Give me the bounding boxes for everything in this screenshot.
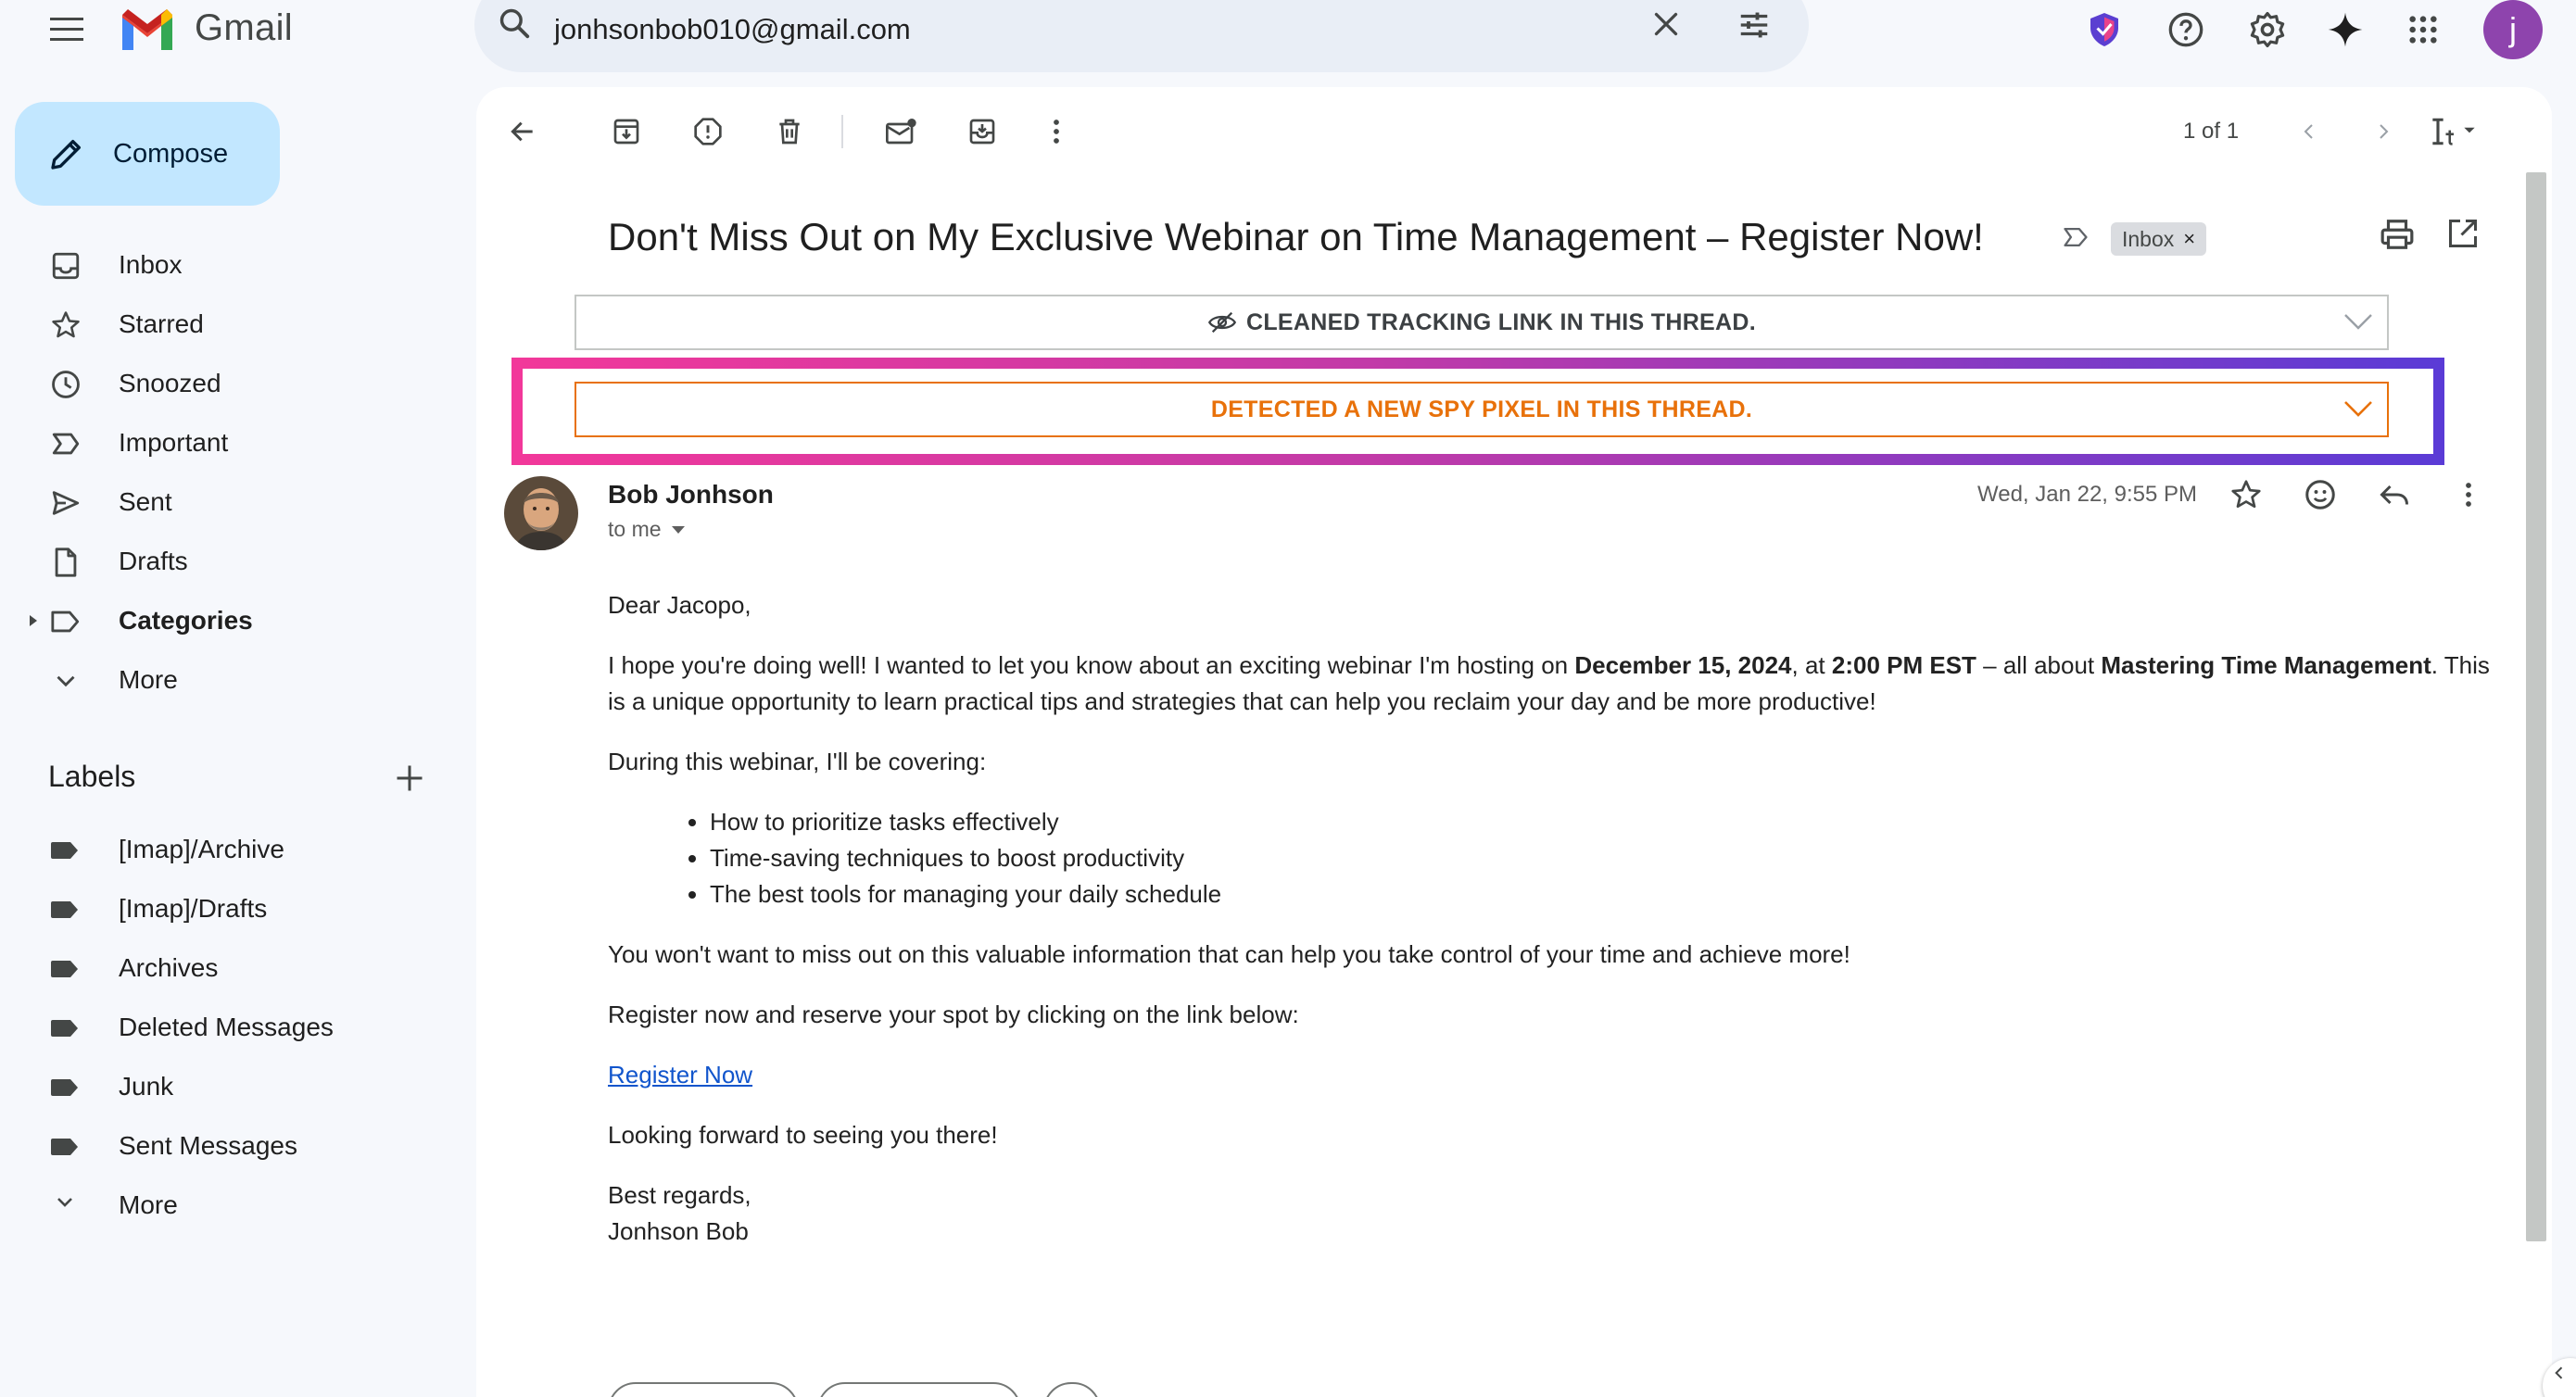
emoji-icon xyxy=(2304,478,2337,511)
sidebar-item-sent[interactable] xyxy=(0,472,463,532)
gmail-m-icon xyxy=(119,6,176,50)
search-input[interactable]: jonhsonbob010@gmail.com xyxy=(554,13,911,45)
label-item-deleted-messages[interactable] xyxy=(0,998,463,1057)
message-more-button[interactable] xyxy=(2448,474,2489,515)
star-icon xyxy=(50,309,82,341)
sidebar-item-inbox[interactable] xyxy=(0,235,463,295)
gear-icon xyxy=(2248,10,2287,49)
body-paragraph-2: During this webinar, I'll be covering: xyxy=(608,748,987,775)
label-name: Deleted Messages xyxy=(119,1013,334,1041)
signature-block xyxy=(608,1177,2498,1250)
support-button[interactable] xyxy=(2163,6,2209,53)
signoff: Best regards, xyxy=(608,1181,751,1209)
gemini-button[interactable] xyxy=(2322,6,2368,53)
chevron-down-icon xyxy=(50,1194,80,1215)
more-vert-icon xyxy=(2464,481,2473,509)
chevron-down-icon xyxy=(50,665,82,697)
label-outline-icon xyxy=(50,606,82,637)
labels-heading: Labels xyxy=(48,760,136,793)
shield-icon xyxy=(2088,11,2121,48)
message-date: Wed, Jan 22, 9:55 PM xyxy=(1977,482,2198,507)
chip-label: Inbox xyxy=(2122,226,2175,251)
apps-grid-icon xyxy=(2407,14,2439,45)
back-button[interactable] xyxy=(502,111,543,152)
sidebar-item-starred[interactable] xyxy=(0,295,463,354)
app-name: Gmail xyxy=(195,6,293,48)
sidebar-item-categories[interactable] xyxy=(0,591,463,650)
list-item: • How to prioritize tasks effectively xyxy=(710,804,2498,840)
report-spam-button[interactable] xyxy=(688,111,728,152)
extension-shield-button[interactable] xyxy=(2081,6,2128,53)
compose-label: Compose xyxy=(113,138,229,169)
open-in-new-icon[interactable] xyxy=(2446,217,2480,250)
pager-count: 1 of 1 xyxy=(2183,119,2240,144)
print-icon[interactable] xyxy=(2380,217,2415,252)
filter-options-icon[interactable] xyxy=(1736,7,1772,43)
list-item: • The best tools for managing your daily schedule xyxy=(710,876,2498,912)
add-reaction-button[interactable] xyxy=(2300,474,2341,515)
cleaned-tracking-banner[interactable] xyxy=(575,295,2389,350)
label-tag-icon xyxy=(50,900,80,920)
sidebar-item-label: Inbox xyxy=(119,250,183,279)
chevron-left-icon xyxy=(2550,1364,2569,1382)
label-name: Sent Messages xyxy=(119,1131,297,1160)
send-icon xyxy=(50,487,82,519)
sender-portrait-icon xyxy=(504,476,578,550)
important-marker-icon xyxy=(50,428,82,459)
move-to-icon xyxy=(967,117,997,146)
sender-name[interactable]: Bob Jonhson xyxy=(608,480,774,509)
account-avatar[interactable] xyxy=(2483,0,2543,59)
spy-pixel-banner[interactable] xyxy=(575,382,2389,437)
sidebar-nav xyxy=(0,235,463,710)
caret-down-icon[interactable] xyxy=(671,525,686,535)
chevron-down-icon[interactable] xyxy=(2342,311,2374,332)
trash-icon xyxy=(775,117,804,146)
mark-unread-icon xyxy=(884,117,917,146)
label-item-imap-drafts[interactable] xyxy=(0,879,463,938)
recipient-line[interactable] xyxy=(608,517,686,542)
text-run: I hope you're doing well! I wanted to let you know about an exciting webinar I'm hosting on xyxy=(608,651,1575,679)
hamburger-icon xyxy=(50,18,83,42)
avatar-initial: j xyxy=(2509,10,2517,48)
older-button[interactable] xyxy=(2363,111,2404,152)
top-bar xyxy=(0,0,2576,61)
sparkle-icon xyxy=(2327,11,2364,48)
label-item-sent-messages[interactable] xyxy=(0,1116,463,1176)
snooze-button[interactable] xyxy=(962,111,1003,152)
apps-button[interactable] xyxy=(2400,6,2446,53)
webinar-date: December 15, 2024 xyxy=(1574,651,1792,679)
body-paragraph-5: Looking forward to seeing you there! xyxy=(608,1121,998,1149)
webinar-topic: Mastering Time Management xyxy=(2101,651,2431,679)
sidebar-item-label: Starred xyxy=(119,309,204,338)
label-item-imap-archive[interactable] xyxy=(0,820,463,879)
draft-file-icon xyxy=(50,547,82,578)
scrollbar-thumb[interactable] xyxy=(2526,172,2546,1241)
inbox-label-chip xyxy=(2111,222,2206,256)
label-tag-icon xyxy=(50,1018,80,1038)
plus-icon[interactable] xyxy=(393,761,426,795)
text-run: , at xyxy=(1791,651,1832,679)
label-tag-icon xyxy=(50,840,80,861)
forward-pill-button[interactable] xyxy=(817,1382,1021,1397)
spy-pixel-text: DETECTED A NEW SPY PIXEL IN THIS THREAD. xyxy=(1210,396,1753,422)
help-icon xyxy=(2167,11,2204,48)
delete-button[interactable] xyxy=(769,111,810,152)
remove-label-icon[interactable]: × xyxy=(2183,227,2196,250)
email-subject: Don't Miss Out on My Exclusive Webinar on Time Management – Register Now! xyxy=(608,215,1984,258)
sidebar-item-label: Important xyxy=(119,428,229,457)
compose-button[interactable] xyxy=(15,102,280,206)
cleaned-tracking-text: CLEANED TRACKING LINK IN THIS THREAD. xyxy=(1246,308,1756,335)
message-toolbar xyxy=(476,87,2552,176)
label-tag-icon xyxy=(50,1137,80,1157)
sidebar-item-label: Snoozed xyxy=(119,369,221,397)
sidebar-item-label: Categories xyxy=(119,606,253,635)
sidebar-item-snoozed[interactable] xyxy=(0,354,463,413)
chevron-down-icon[interactable] xyxy=(2342,398,2374,419)
sender-avatar[interactable] xyxy=(504,476,578,550)
search-bar[interactable] xyxy=(474,0,1809,72)
labels-list xyxy=(0,820,463,1235)
gmail-logo[interactable] xyxy=(119,6,293,50)
label-name: More xyxy=(119,1190,178,1219)
star-icon xyxy=(2229,478,2263,511)
signature-name: Jonhson Bob xyxy=(608,1217,749,1245)
caret-right-icon[interactable] xyxy=(28,613,39,628)
reply-icon xyxy=(2378,478,2411,511)
input-tools-icon xyxy=(2423,116,2484,147)
webinar-time: 2:00 PM EST xyxy=(1831,651,1976,679)
label-tag-icon xyxy=(50,959,80,979)
input-tools-button[interactable] xyxy=(2417,111,2491,152)
label-tag-icon xyxy=(50,1077,80,1098)
label-name: Archives xyxy=(119,953,219,982)
greeting: Dear Jacopo, xyxy=(608,591,751,619)
reply-button[interactable] xyxy=(2374,474,2415,515)
label-name: [Imap]/Archive xyxy=(119,835,284,863)
search-icon[interactable] xyxy=(497,6,532,41)
label-item-more[interactable] xyxy=(0,1176,463,1235)
register-link-paragraph xyxy=(608,1057,2498,1093)
close-icon[interactable] xyxy=(1649,7,1683,41)
star-button[interactable] xyxy=(2226,474,2267,515)
chevron-left-icon xyxy=(2298,119,2320,145)
message-view xyxy=(476,87,2552,1397)
more-options-button[interactable] xyxy=(1036,111,1077,152)
archive-button[interactable] xyxy=(606,111,647,152)
importance-marker-icon[interactable] xyxy=(2061,224,2090,250)
report-icon xyxy=(693,117,723,146)
pencil-icon xyxy=(48,135,85,172)
message-body xyxy=(608,587,2498,1274)
label-item-archives[interactable] xyxy=(0,938,463,998)
sidebar-item-drafts[interactable] xyxy=(0,532,463,591)
toolbar-divider xyxy=(841,115,843,148)
body-paragraph-3: You won't want to miss out on this valuable information that can help you take control of your time and achieve more! xyxy=(608,940,1850,968)
sidebar-item-important[interactable] xyxy=(0,413,463,472)
sidebar-item-label: More xyxy=(119,665,178,694)
sidebar-item-more[interactable] xyxy=(0,650,463,710)
clock-icon xyxy=(50,369,82,400)
more-vert-icon xyxy=(1052,118,1061,145)
label-name: [Imap]/Drafts xyxy=(119,894,268,923)
text-run: . This is a unique opportunity to learn practical tips and strategies that can help you reclaim your day and be more productive! xyxy=(608,651,2490,715)
archive-icon xyxy=(612,117,641,146)
topics-list xyxy=(710,804,2498,912)
label-item-junk[interactable] xyxy=(0,1057,463,1116)
label-name: Junk xyxy=(119,1072,174,1101)
newer-button[interactable] xyxy=(2289,111,2330,152)
emoji-pill-button[interactable] xyxy=(1043,1382,1101,1397)
main-menu-button[interactable] xyxy=(44,7,89,52)
arrow-left-icon xyxy=(508,117,537,146)
list-item: • Time-saving techniques to boost productivity xyxy=(710,840,2498,876)
text-run: – all about xyxy=(1976,651,2102,679)
inbox-icon xyxy=(50,250,82,282)
sidebar-item-label: Sent xyxy=(119,487,172,516)
sidebar-item-label: Drafts xyxy=(119,547,188,575)
register-now-link[interactable]: Register Now xyxy=(608,1061,753,1089)
body-paragraph-1 xyxy=(608,648,2498,720)
recipient-text: to me xyxy=(608,517,662,541)
body-paragraph-4: Register now and reserve your spot by clicking on the link below: xyxy=(608,1001,1299,1028)
eye-off-icon xyxy=(1207,311,1237,334)
settings-button[interactable] xyxy=(2244,6,2291,53)
reply-pill-button[interactable] xyxy=(608,1382,799,1397)
mark-unread-button[interactable] xyxy=(880,111,921,152)
chevron-right-icon xyxy=(2372,119,2394,145)
